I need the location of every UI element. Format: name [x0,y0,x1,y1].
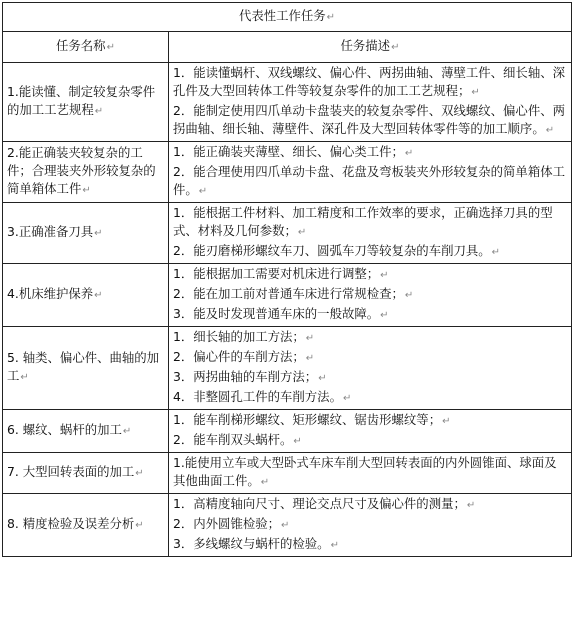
paragraph-mark-icon: ↵ [466,500,476,511]
task-desc-text: 2．能在加工前对普通车床进行常规检查； [173,286,404,301]
task-desc-line [173,348,567,368]
task-row [3,264,572,327]
paragraph-mark-icon: ↵ [471,87,480,98]
task-desc-cell [169,410,572,453]
paragraph-mark-icon: ↵ [106,42,115,53]
task-desc-text: 1.能使用立车或大型卧式车床车削大型回转表面的内外圆锥面、球面及其他曲面工件。 [173,455,557,488]
task-name-cell [3,264,169,327]
task-desc-text: 1．能车削梯形螺纹、矩形螺纹、锯齿形螺纹等； [173,412,442,427]
task-desc-text: 1．能根据工件材料、加工精度和工作效率的要求，正确选择刀具的型式、材料及几何参数； [173,205,553,238]
task-desc-line [173,535,567,555]
paragraph-mark-icon: ↵ [94,290,103,301]
header-row [3,32,572,63]
task-desc-text: 1．能正确装夹薄壁、细长、偏心类工件； [173,144,404,159]
task-desc-line [173,328,567,348]
task-desc-text: 2．能制定使用四爪单动卡盘装夹的较复杂零件、双线螺纹、偏心件、两拐曲轴、细长轴、薄壁件、深孔件及大型回转体零件等的加工顺序。 [173,103,565,136]
paragraph-mark-icon: ↵ [281,520,290,531]
paragraph-mark-icon: ↵ [442,416,451,427]
task-desc-line [173,285,567,305]
task-name-cell [3,494,169,557]
task-row [3,494,572,557]
task-desc-text: 3．两拐曲轴的车削方法； [173,369,318,384]
task-desc-text: 1．能根据加工需要对机床进行调整； [173,266,380,281]
task-desc-cell [169,453,572,494]
task-desc-line [173,102,567,140]
caption-text: 代表性工作任务 [238,8,326,23]
task-desc-line [173,64,567,102]
paragraph-mark-icon: ↵ [94,228,103,239]
task-name-cell [3,410,169,453]
task-desc-line [173,431,567,451]
task-row [3,142,572,203]
task-desc-text: 2．能刃磨梯形螺纹车刀、圆弧车刀等较复杂的车削刀具。 [173,243,491,258]
paragraph-mark-icon: ↵ [297,227,307,238]
paragraph-mark-icon: ↵ [293,436,302,447]
task-desc-line [173,305,567,325]
paragraph-mark-icon: ↵ [404,148,414,159]
paragraph-mark-icon: ↵ [135,520,144,531]
paragraph-mark-icon: ↵ [330,540,339,551]
paragraph-mark-icon: ↵ [326,12,336,23]
header-name-text: 任务名称 [56,38,106,53]
caption-row [3,3,572,32]
task-desc-cell [169,264,572,327]
task-desc-text: 3．多线螺纹与蜗杆的检验。 [173,536,330,551]
task-name: 5. 轴类、偏心件、曲轴的加工 [7,350,160,383]
paragraph-mark-icon: ↵ [122,426,132,437]
paragraph-mark-icon: ↵ [94,106,104,117]
task-desc-text: 1．高精度轴向尺寸、理论交点尺寸及偏心件的测量； [173,496,466,511]
task-desc-text: 2．偏心件的车削方法； [173,349,305,364]
task-desc-line [173,204,567,242]
paragraph-mark-icon: ↵ [305,353,315,364]
task-name: 4.机床维护保养 [7,286,94,301]
task-desc-line [173,368,567,388]
paragraph-mark-icon: ↵ [135,468,144,479]
paragraph-mark-icon: ↵ [198,186,208,197]
task-name-cell [3,63,169,142]
header-task-desc [169,32,572,63]
task-name-cell [3,327,169,410]
task-name: 2.能正确装夹较复杂的工件；合理装夹外形较复杂的简单箱体工件 [7,145,156,196]
task-name: 6. 螺纹、蜗杆的加工 [7,422,122,437]
task-desc-line [173,515,567,535]
paragraph-mark-icon: ↵ [391,42,400,53]
task-desc-text: 1．细长轴的加工方法； [173,329,305,344]
task-desc-line [173,242,567,262]
task-desc-text: 2．内外圆锥检验； [173,516,281,531]
task-desc-cell [169,142,572,203]
paragraph-mark-icon: ↵ [20,372,29,383]
paragraph-mark-icon: ↵ [545,125,555,136]
task-row [3,410,572,453]
task-desc-cell [169,63,572,142]
task-desc-cell [169,203,572,264]
task-desc-text: 1．能读懂蜗杆、双线螺纹、偏心件、两拐曲轴、薄壁工件、细长轴、深孔件及大型回转体工件等较复杂零件的加工工艺规程； [173,65,565,98]
header-desc-text: 任务描述 [340,38,391,53]
task-name-cell [3,142,169,203]
paragraph-mark-icon: ↵ [404,290,414,301]
task-desc-line [173,454,567,492]
header-task-name [3,32,169,63]
task-desc-line [173,388,567,408]
task-row [3,203,572,264]
task-name: 3.正确准备刀具 [7,224,94,239]
paragraph-mark-icon: ↵ [491,247,501,258]
task-row [3,453,572,494]
table-caption [3,3,572,32]
task-name-cell [3,453,169,494]
task-desc-line [173,411,567,431]
task-row [3,327,572,410]
task-table [2,2,572,557]
task-desc-line [173,495,567,515]
task-desc-text: 2．能车削双头蜗杆。 [173,432,293,447]
task-desc-text: 2．能合理使用四爪单动卡盘、花盘及弯板装夹外形较复杂的简单箱体工件。 [173,164,565,197]
paragraph-mark-icon: ↵ [260,477,270,488]
task-name: 7. 大型回转表面的加工 [7,464,135,479]
paragraph-mark-icon: ↵ [82,185,91,196]
paragraph-mark-icon: ↵ [305,333,315,344]
task-name-cell [3,203,169,264]
paragraph-mark-icon: ↵ [380,310,389,321]
task-row [3,63,572,142]
task-desc-line [173,265,567,285]
task-desc-text: 4．非整圆孔工件的车削方法。 [173,389,342,404]
paragraph-mark-icon: ↵ [380,270,389,281]
task-desc-line [173,143,567,163]
task-desc-line [173,163,567,201]
task-desc-cell [169,494,572,557]
task-table-body [3,3,572,557]
task-name: 1.能读懂、制定较复杂零件的加工工艺规程 [7,84,156,117]
paragraph-mark-icon: ↵ [318,373,327,384]
paragraph-mark-icon: ↵ [342,393,352,404]
task-name: 8. 精度检验及误差分析 [7,516,135,531]
task-desc-text: 3．能及时发现普通车床的一般故障。 [173,306,380,321]
task-desc-cell [169,327,572,410]
